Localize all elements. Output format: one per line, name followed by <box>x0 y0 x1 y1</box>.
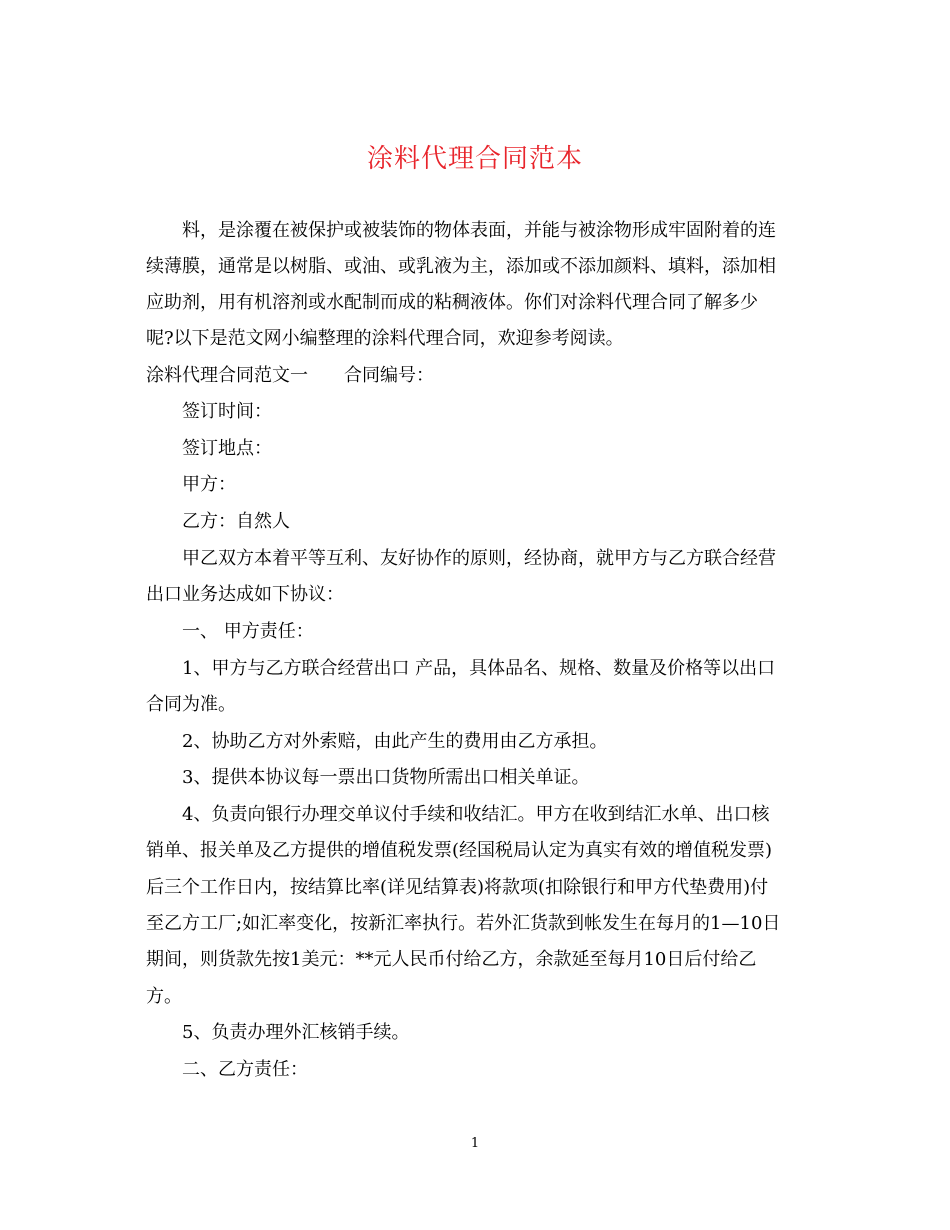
body-line: 销单、报关单及乙方提供的增值税发票(经国税局认定为真实有效的增值税发票) <box>146 840 773 861</box>
body-line: 甲乙双方本着平等互利、友好协作的原则，经协商，就甲方与乙方联合经营 <box>182 548 776 569</box>
body-line: 料，是涂覆在被保护或被装饰的物体表面，并能与被涂物形成牢固附着的连 <box>182 220 776 241</box>
body-line: 乙方：自然人 <box>182 511 290 532</box>
body-line: 4、负责向银行办理交单议付手续和收结汇。甲方在收到结汇水单、出口核 <box>182 804 770 825</box>
body-line: 一、 甲方责任： <box>182 621 314 642</box>
body-line: 甲方： <box>182 474 236 495</box>
body-line: 后三个工作日内，按结算比率(详见结算表)将款项(扣除银行和甲方代垫费用)付 <box>146 877 769 898</box>
body-line: 呢?以下是范文网小编整理的涂料代理合同，欢迎参考阅读。 <box>146 328 624 349</box>
body-line: 合同为准。 <box>146 694 236 715</box>
body-line: 1、甲方与乙方联合经营出口 产品，具体品名、规格、数量及价格等以出口 <box>182 658 776 679</box>
body-line: 签订时间： <box>182 401 272 422</box>
body-line: 至乙方工厂;如汇率变化，按新汇率执行。若外汇货款到帐发生在每月的1—10日 <box>146 913 781 934</box>
body-line: 应助剂，用有机溶剂或水配制而成的粘稠液体。你们对涂料代理合同了解多少 <box>146 292 758 313</box>
body-line: 涂料代理合同范文一 合同编号： <box>146 365 434 386</box>
body-line: 续薄膜，通常是以树脂、或油、或乳液为主，添加或不添加颜料、填料，添加相 <box>146 256 776 277</box>
body-line: 方。 <box>146 986 182 1007</box>
body-line: 2、协助乙方对外索赔，由此产生的费用由乙方承担。 <box>182 731 608 752</box>
document-title: 涂料代理合同范本 <box>366 144 583 174</box>
page-number: 1 <box>470 1136 480 1151</box>
body-line: 3、提供本协议每一票出口货物所需出口相关单证。 <box>182 767 590 788</box>
body-line: 期间，则货款先按1美元：**元人民币付给乙方，余款延至每月10日后付给乙 <box>146 949 757 970</box>
body-line: 签订地点： <box>182 438 272 459</box>
body-line: 二、乙方责任： <box>182 1059 308 1080</box>
body-line: 出口业务达成如下协议： <box>146 584 344 605</box>
body-line: 5、负责办理外汇核销手续。 <box>182 1022 410 1043</box>
